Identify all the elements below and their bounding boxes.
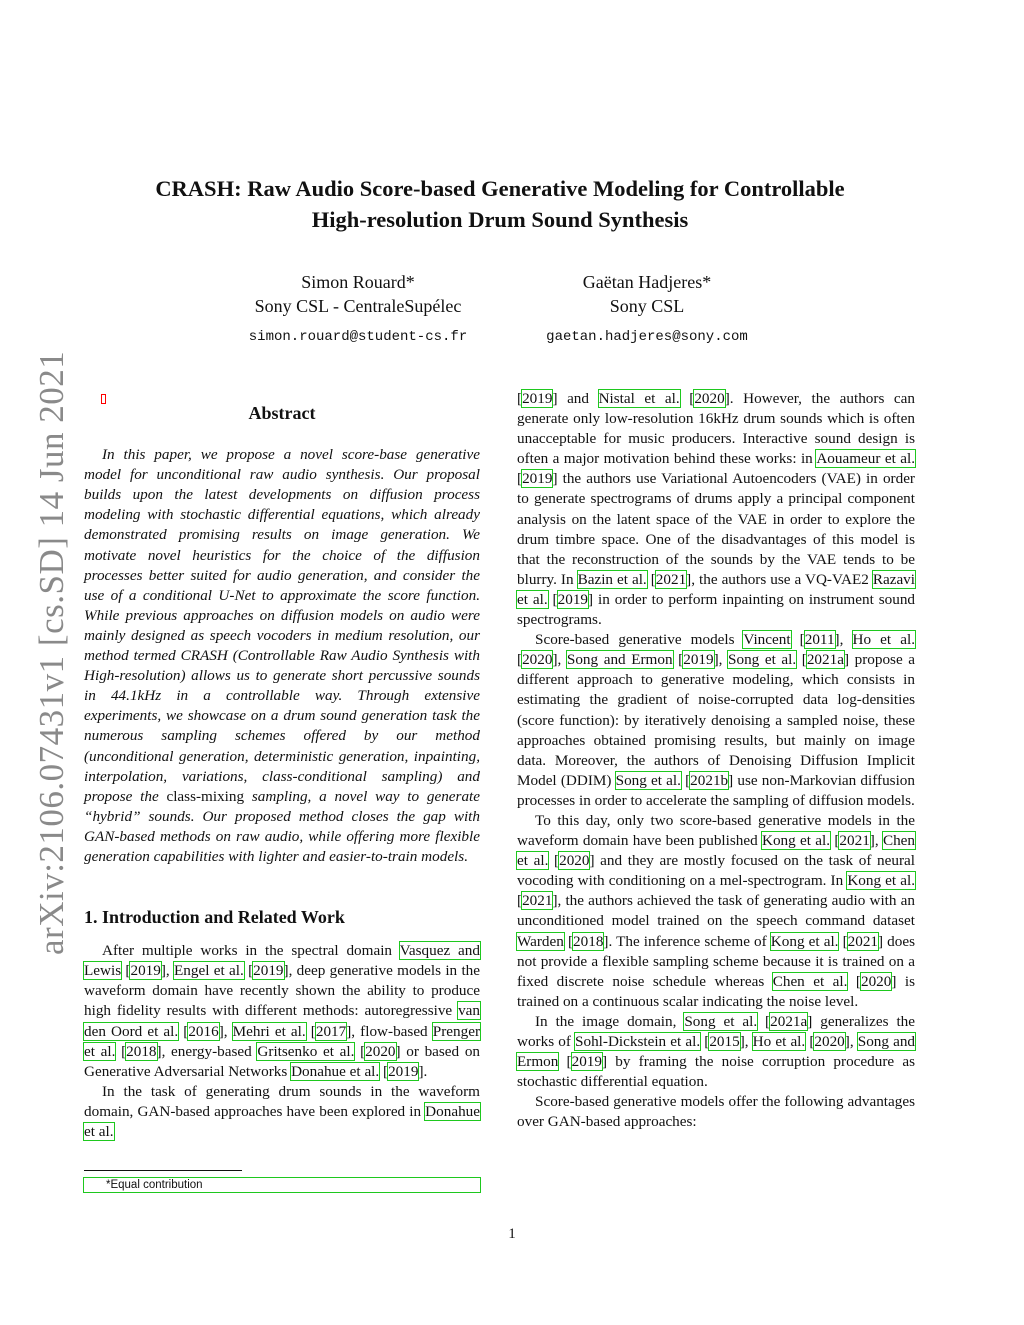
section-heading: 1. Introduction and Related Work [84,907,345,928]
citation-link[interactable]: Prenger et al. [84,1022,480,1060]
citation-year-link[interactable]: 2019 [253,962,284,980]
citation-year-link[interactable]: 2015 [709,1033,740,1050]
citation-link[interactable]: Song and Ermon [566,651,673,669]
author-name: Simon Rouard* [301,272,415,292]
citation-link[interactable]: Sohl-Dickstein et al. [575,1033,701,1050]
right-paragraph-4: In the image domain, Song et al. [2021a] generalizes the works of Sohl-Dickstein et al. [2015], Ho et al. [2020], Song and Ermon [2019] by framing the noise corruption procedure as stochastic differential equation. [517,1012,916,1091]
citation-year-link[interactable]: 2019 [522,390,553,407]
citation-link[interactable]: Nistal et al. [598,390,680,407]
citation-year-link[interactable]: 2020 [860,972,892,990]
citation-link[interactable]: Chen et al. [517,832,916,870]
right-paragraph-2: Score-based generative models Vincent [2011], Ho et al. [2020], Song and Ermon [2019], Song et al. [2021a] propose a different approach to generative modeling, which consists in estimating the gradient of noise-corrupted data log-densities (score function): by iteratively denoising a sampled noise, these approaches obtained promising results, but mainly on image data. Moreover, the authors of Denoising Diffusion Implicit Model (DDIM) Song et al. [2021b] use non-Markovian diffusion processes in order to accelerate the sampling of diffusion models. [517,631,916,809]
author-name: Gaëtan Hadjeres* [582,272,712,292]
author-block-2 [482,270,812,346]
author-block-1 [193,270,523,346]
right-column [517,389,915,1132]
paper-title [100,173,900,235]
author-email[interactable]: gaetan.hadjeres@sony.com [546,329,748,345]
citation-year-link[interactable]: 2020 [522,651,553,669]
footnote-text[interactable]: *Equal contribution [84,1178,480,1192]
citation-link[interactable]: Warden [517,932,564,950]
citation-year-link[interactable]: 2018 [126,1042,157,1060]
citation-year-link[interactable]: 2019 [388,1062,419,1080]
citation-year-link[interactable]: 2021 [522,892,553,910]
citation-year-link[interactable]: 2020 [365,1042,396,1060]
citation-link[interactable]: Song et al. [615,771,681,789]
citation-link[interactable]: Chen et al. [772,972,848,990]
citation-link[interactable]: van den Oord et al. [84,1002,480,1040]
abstract-title: Abstract [248,403,316,423]
citation-year-link[interactable]: 2019 [522,470,553,488]
citation-link[interactable]: Ho et al. [852,631,916,649]
citation-year-link[interactable]: 2021a [806,651,844,669]
citation-year-link[interactable]: 2021 [839,832,870,850]
citation-link[interactable]: Kong et al. [847,872,915,890]
right-paragraph-3: To this day, only two score-based generative models in the waveform domain have been published Kong et al. [2021], Chen et al. [2020] and they are mostly focused on the task of neural vocoding with conditioning on a mel-spectrogram. In Kong et al. [2021], the authors achieved the task of generating audio with an unconditioned model trained on the speech command dataset Warden [2018]. The inference scheme of Kong et al. [2021] does not provide a flexible sampling scheme because it is trained on a fixed discrete noise schedule whereas Chen et al. [2020] is trained on a continuous scalar indicating the noise level. [517,811,916,1010]
citation-link[interactable]: Song et al. [684,1012,758,1030]
title-line-1: CRASH: Raw Audio Score-based Generative Modeling for Controllable [155,176,845,201]
citation-year-link[interactable]: 2017 [315,1022,347,1040]
citation-year-link[interactable]: 2021a [770,1012,808,1030]
annotation-marker [101,394,106,404]
citation-link[interactable]: Mehri et al. [232,1022,306,1040]
citation-link[interactable]: Gritsenko et al. [257,1042,355,1060]
page-number: 1 [508,1226,516,1242]
citation-link[interactable]: Vincent [743,631,791,649]
citation-link[interactable]: Donahue et al. [291,1062,380,1080]
citation-link[interactable]: Donahue et al. [84,1102,480,1140]
citation-year-link[interactable]: 2021 [655,570,687,588]
citation-link[interactable]: Razavi et al. [517,570,915,608]
arxiv-identifier: arXiv:2106.07431v1 [cs.SD] 14 Jun 2021 [32,350,71,955]
right-paragraph-1: [2019] and Nistal et al. [2020]. However, the authors can generate only low-resolution 16kHz drum sounds which is often unacceptable for music producers. Interactive sound design is often a major motivation behind these works: in Aouameur et al. [2019] the authors use Variational Autoencoders (VAE) in order to generate spectrograms of drums apply a principal component analysis on the latent space of the VAE in order to explore the drum timbre space. One of the disadvantages of this model is that the reconstruction of the sounds by the VAE tends to be blurry. In Bazin et al. [2021], the authors use a VQ-VAE2 Razavi et al. [2019] in order to perform inpainting on instrument sound spectrograms. [517,390,916,629]
citation-year-link[interactable]: 2021 [847,932,879,950]
citation-year-link[interactable]: 2020 [559,852,590,870]
author-email[interactable]: simon.rouard@student-cs.fr [248,329,468,345]
title-line-2: High-resolution Drum Sound Synthesis [311,207,689,232]
footnote [84,1170,480,1192]
citation-year-link[interactable]: 2020 [814,1033,845,1050]
citation-year-link[interactable]: 2020 [694,390,725,407]
author-affiliation: Sony CSL - CentraleSupélec [254,296,462,316]
citation-year-link[interactable]: 2011 [804,631,835,649]
citation-link[interactable]: Vasquez and Lewis [84,942,480,980]
author-affiliation: Sony CSL [609,296,685,316]
citation-year-link[interactable]: 2021b [690,771,729,789]
citation-year-link[interactable]: 2019 [557,590,588,608]
citation-link[interactable]: Song et al. [728,651,797,669]
citation-year-link[interactable]: 2019 [683,651,714,669]
citation-link[interactable]: Aouameur et al. [816,450,915,468]
abstract-text: In this paper, we propose a novel score-base generative model for unconditional raw audio synthesis. Our proposal builds upon the latest developments on diffusion process modeling with stochastic differential equations, which already demonstrated promising results on image generation. We motivate novel heuristics for the choice of the diffusion processes better suited for audio generation, and consider the use of a conditional U-Net to approximate the score function. While previous approaches on diffusion models on audio were mainly designed as speech vocoders in medium resolution, our method termed CRASH (Controllable Raw Audio Synthesis with High-resolution) allows us to generate short percussive sounds in 44.1kHz in a controllable way. Through extensive experiments, we showcase on a drum sound generation task the numerous sampling schemes offered by our method (unconditional generation, deterministic generation, inpainting, interpolation, variations, class-conditional sampling) and propose the class-mixing sampling, a novel way to generate “hybrid” sounds. Our proposed method closes the gap with GAN-based methods on raw audio, while offering more flexible generation capabilities with lighter and easier-to-train models. [84,446,481,865]
citation-link[interactable]: Engel et al. [174,962,244,980]
citation-year-link[interactable]: 2018 [573,932,604,950]
left-column [84,403,480,1142]
citation-year-link[interactable]: 2016 [188,1022,219,1040]
abstract-heading [84,403,480,423]
citation-year-link[interactable]: 2019 [571,1053,602,1071]
citation-year-link[interactable]: 2019 [130,962,161,980]
citation-link[interactable]: Kong et al. [770,932,839,950]
citation-link[interactable]: Ho et al. [752,1033,806,1050]
footnote-rule [84,1170,242,1171]
citation-link[interactable]: Kong et al. [762,832,831,850]
citation-link[interactable]: Bazin et al. [577,570,647,588]
intro-paragraph-2: In the task of generating drum sounds in the waveform domain, GAN-based approaches have been explored in Donahue et al. [84,1082,480,1140]
citation-link[interactable]: Song and Ermon [517,1033,916,1071]
intro-paragraph-1: After multiple works in the spectral domain Vasquez and Lewis [2019], Engel et al. [2019], deep generative models in the waveform domain have recently shown the ability to produce high fidelity results with different methods: autoregressive van den Oord et al. [2016], Mehri et al. [2017], flow-based Prenger et al. [2018], energy-based Gritsenko et al. [2020] or based on Generative Adversarial Networks Donahue et al. [2019]. [84,942,481,1080]
right-paragraph-5: Score-based generative models offer the following advantages over GAN-based approaches: [517,1093,915,1131]
